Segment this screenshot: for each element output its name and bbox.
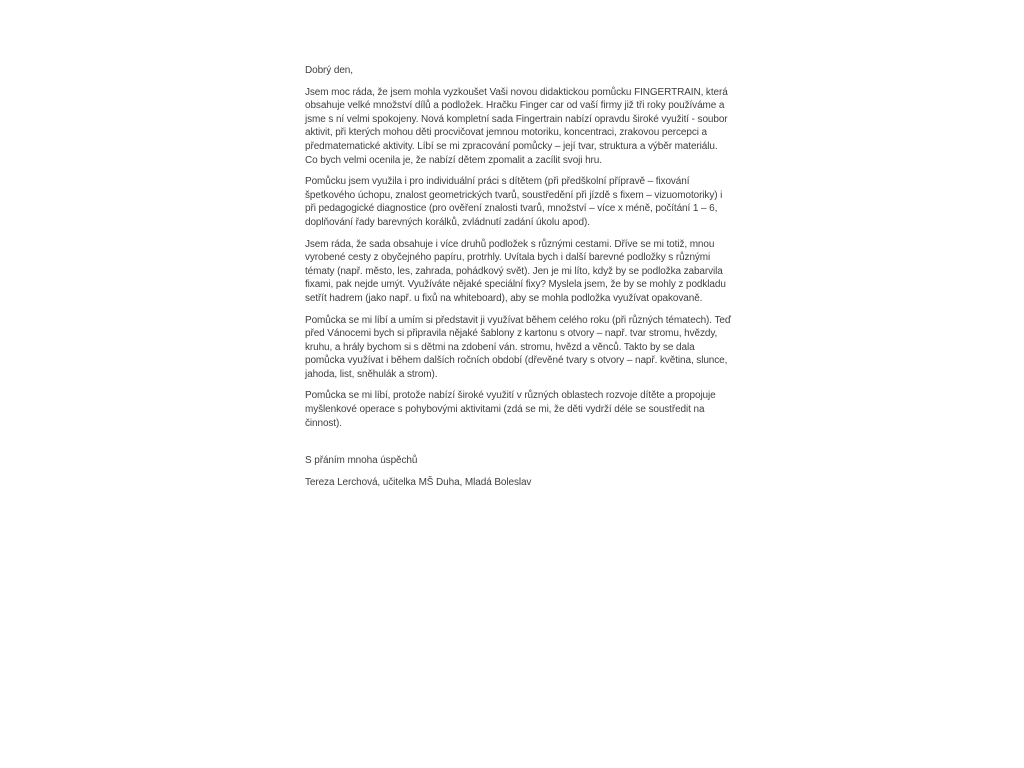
letter-paragraph: Jsem ráda, že sada obsahuje i více druhů podložek s různými cestami. Dříve se mi totiž, mnou vyrobené cesty z obyčejného papíru, protrhly. Uvítala bych i další barevné podložky s různými tématy (např. město, les, zahrada, pohádkový svět). Jen je mi líto, když by se podložka zabarvila fixami, pak nejde umýt. Využíváte nějaké speciální fixy? Myslela jsem, že by se mohly z podkladu setřít hadrem (jako např. u fixů na whiteboard), aby se mohla podložka využívat opakovaně.	[305, 238, 729, 304]
letter-greeting: Dobrý den,	[305, 65, 353, 76]
letter-paragraph: Jsem moc ráda, že jsem mohla vyzkoušet Vaši novou didaktickou pomůcku FINGERTRAIN, která obsahuje velké množství dílů a podložek. Hračku Finger car od vaší firmy již tři roky používáme a jsme s ní velmi spokojeny. Nová kompletní sada Fingertrain nabízí opravdu široké využití - soubor aktivit, při kterých mohou děti procvičovat jemnou motoriku, koncentraci, zrakovou percepci a předmatematické aktivity. Líbí se mi zpracování pomůcky – její tvar, struktura a výběr materiálu. Co bych velmi ocenila je, že nabízí dětem zpomalit a zacílit svoji hru.	[305, 86, 731, 166]
letter-paragraph: Pomůcka se mi líbí, protože nabízí široké využití v různých oblastech rozvoje dítěte a propojuje myšlenkové operace s pohybovými aktivitami (zdá se mi, že děti vydrží déle se soustředit na činnost).	[305, 390, 719, 429]
letter-paragraph: Pomůcku jsem využila i pro individuální práci s dítětem (při předškolní přípravě – fixování špetkového úchopu, znalost geometrických tvarů, soustředění při jízdě s fixem – vizuomotoriky) i při pedagogické diagnostice (pro ověření znalosti tvarů, množství – více x méně, počítání 1 – 6, doplňování řady barevných korálků, zvládnutí zadání úkolu apod).	[305, 176, 725, 228]
letter-body	[305, 64, 735, 497]
letter-signature: Tereza Lerchová, učitelka MŠ Duha, Mladá Boleslav	[305, 476, 532, 488]
letter-closing: S přáním mnoha úspěchů	[305, 455, 418, 467]
letter-paragraph: Pomůcka se mi líbí a umím si představit ji využívat během celého roku (při různých tématech). Teď před Vánocemi bych si připravila nějaké šablony z kartonu s otvory – např. tvar stromu, hvězdy, kruhu, a hrály bychom si s dětmi na zdobení ván. stromu, hvězd a věnců. Takto by se dala pomůcka využívat i během dalších ročních období (dřevěné tvary s otvory – např. květina, slunce, jahoda, list, sněhulák a strom).	[305, 314, 734, 380]
